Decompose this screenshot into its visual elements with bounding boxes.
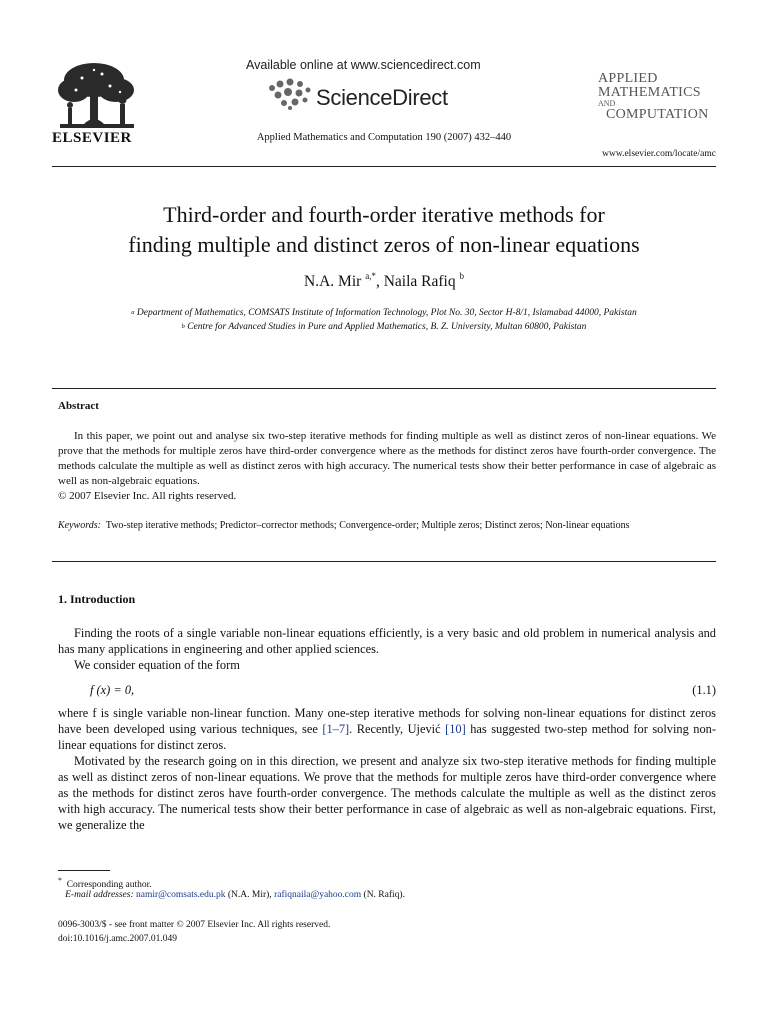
keywords-label: Keywords:: [58, 520, 101, 531]
email-owner: (N. Rafiq).: [361, 890, 405, 900]
intro-paragraph-2: [58, 657, 716, 673]
abstract-bottom-divider: [52, 561, 716, 562]
footnote-divider: [58, 870, 110, 871]
paragraph-text: has suggested two-step method for solving non-linear equations for distinct zeros.: [58, 722, 717, 752]
abstract-body: [58, 429, 716, 504]
author-name: Naila Rafiq: [383, 273, 456, 290]
sciencedirect-logo-text: ScienceDirect: [316, 85, 448, 110]
footnote-text: Corresponding author.: [66, 880, 152, 891]
journal-logo: [598, 72, 728, 122]
author-affiliation-marker[interactable]: a,*: [365, 271, 376, 281]
paragraph-text: Finding the roots of a single variable non-linear equations efficiently, is a very basic and old problem in numerical analysis and has many applications in engineering and other applied sciences.: [58, 626, 716, 656]
sciencedirect-dots-icon: [266, 78, 312, 110]
author-name: N.A. Mir: [304, 273, 362, 290]
keywords: [58, 519, 716, 533]
citation-link[interactable]: [10]: [445, 722, 466, 736]
author-affiliation-marker[interactable]: b: [459, 271, 464, 281]
title-line-2: finding multiple and distinct zeros of non-linear equations: [128, 232, 640, 257]
abstract-text: In this paper, we point out and analyse six two-step iterative methods for finding multiple as well as distinct zeros of non-linear equations. We prove that the methods for multiple zeros have third-order convergence where as the methods for distinct zeros have fourth-order convergence. The methods calculate the multiple as well as distinct zeros with high accuracy. The numerical tests show their better performance in case of algebraic as well as non-algebraic equations.: [58, 430, 716, 487]
email-link[interactable]: rafiqnaila@yahoo.com: [274, 890, 362, 900]
affiliation-text: Department of Mathematics, COMSATS Institute of Information Technology, Plot No. 30, Sector H-8/1, Islamabad 44000, Pakistan: [136, 308, 637, 318]
footnote-emails: [58, 888, 716, 902]
title-line-1: Third-order and fourth-order iterative methods for: [163, 202, 605, 227]
paragraph-text: Motivated by the research going on in this direction, we present and analyze six two-step iterative methods for finding multiple as well as distinct zeros of non-linear equations. We prove that the methods for multiple zeros have third-order convergence where as the methods for distinct zeros have fourth-order convergence. The methods calculate the multiple as well as the distinct zeros with high accuracy. The numerical tests show their better performance in case of algebraic as well as non-algebraic equations. First, we generalize the: [58, 754, 716, 832]
equation-number: (1.1): [692, 683, 716, 697]
affiliation-marker: b: [181, 323, 185, 330]
journal-logo-line3: COMPUTATION: [606, 107, 709, 122]
affiliation-text: Centre for Advanced Studies in Pure and Applied Mathematics, B. Z. University, Multan 60800, Pakistan: [187, 322, 587, 332]
page-footer: [58, 918, 330, 946]
journal-logo-line2: MATHEMATICS: [598, 85, 701, 100]
keywords-list: Two-step iterative methods; Predictor–corrector methods; Convergence-order; Multiple zeros; Distinct zeros; Non-linear equations: [105, 520, 630, 531]
header-divider: [52, 166, 716, 167]
author-list: [0, 273, 768, 291]
email-label: E-mail addresses:: [65, 890, 134, 900]
paragraph-text: We consider equation of the form: [74, 658, 240, 672]
journal-logo-and: AND: [598, 99, 616, 108]
abstract-copyright: © 2007 Elsevier Inc. All rights reserved.: [58, 490, 237, 502]
journal-logo-line1: APPLIED: [598, 71, 658, 86]
author-separator: ,: [375, 273, 384, 290]
doi-link[interactable]: doi:10.1016/j.amc.2007.01.049: [58, 934, 178, 944]
elsevier-tree-logo: [54, 60, 138, 134]
paragraph-text: . Recently, Ujević: [349, 722, 446, 736]
affiliation-a: [40, 306, 728, 320]
abstract-top-divider: [52, 388, 716, 389]
equation-1-1: f (x) = 0,: [90, 683, 135, 697]
email-link[interactable]: namir@comsats.edu.pk: [136, 890, 226, 900]
issn-line: 0096-3003/$ - see front matter © 2007 Elsevier Inc. All rights reserved.: [58, 920, 331, 930]
abstract-heading: Abstract: [58, 400, 99, 412]
article-title: [40, 200, 728, 260]
journal-url-link[interactable]: www.elsevier.com/locate/amc: [602, 149, 716, 159]
affiliations: [40, 306, 728, 334]
intro-paragraph-1: [58, 625, 716, 657]
publisher-name: ELSEVIER: [52, 130, 132, 146]
journal-citation: Applied Mathematics and Computation 190 (2007) 432–440: [256, 132, 512, 143]
intro-paragraph-3: [58, 705, 716, 753]
section-heading-introduction: 1. Introduction: [58, 592, 136, 606]
affiliation-marker: a: [131, 309, 135, 316]
citation-link[interactable]: [1–7]: [322, 722, 350, 736]
paragraph-text: where f is single variable non-linear function. Many one-step iterative methods for solving non-linear equations for distinct zeros have been developed using various techniques, see: [58, 706, 716, 736]
footnote-marker: *: [58, 876, 62, 885]
intro-paragraph-4: [58, 753, 716, 833]
available-online-text: Available online at www.sciencedirect.com: [246, 58, 481, 72]
email-owner: (N.A. Mir),: [225, 890, 275, 900]
affiliation-b: [40, 320, 728, 334]
